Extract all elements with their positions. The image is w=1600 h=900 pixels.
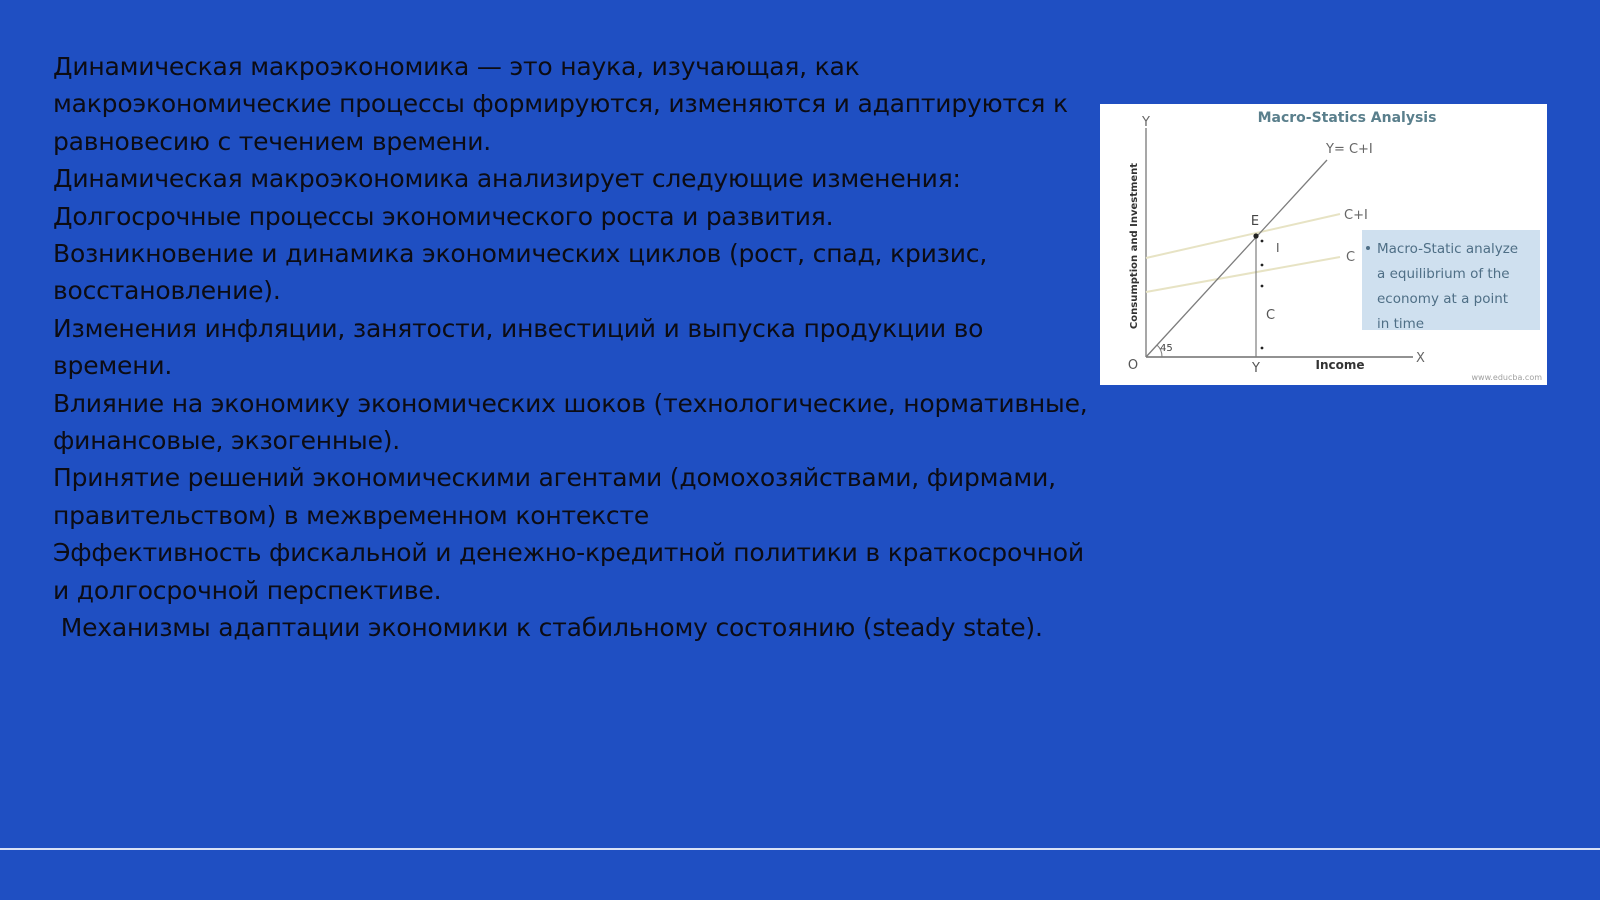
c-line-label: C [1346, 250, 1356, 265]
gap-dot [1261, 264, 1264, 267]
paragraph-growth: Долгосрочные процессы экономического роста и развития. [53, 201, 834, 231]
ci-line-label: C+I [1344, 208, 1368, 223]
paragraph-agents: Принятие решений экономическими агентами (домохозяйствами, фирмами, правительством) в межвременном контексте [53, 463, 1064, 530]
x-axis-letter: X [1416, 351, 1425, 366]
slide-body-text [53, 48, 1096, 647]
callout-line-1: Macro-Static analyze [1377, 241, 1519, 257]
y-axis-letter: Y [1142, 115, 1150, 130]
equilibrium-point [1253, 233, 1258, 238]
paragraph-cycles: Возникновение и динамика экономических циклов (рост, спад, кризис, восстановление). [53, 239, 995, 306]
footer-divider [0, 848, 1600, 850]
gap-dot [1261, 240, 1264, 243]
diagonal-line-label: Y= C+I [1326, 142, 1373, 157]
macro-statics-figure [1100, 104, 1547, 385]
callout-line-4: in time [1377, 316, 1425, 332]
equilibrium-label: E [1250, 214, 1260, 229]
gap-dot [1261, 285, 1264, 288]
y-axis-title: Consumption and Investment [1129, 162, 1140, 330]
paragraph-policy: Эффективность фискальной и денежно-кредитной политики в краткосрочной и долгосрочной перспективе. [53, 538, 1092, 605]
consumption-gap-label: C [1266, 308, 1276, 323]
consumption-line [1146, 257, 1340, 292]
investment-gap-label: I [1276, 241, 1280, 255]
figure-title: Macro-Statics Analysis [1257, 110, 1437, 126]
paragraph-intro-list: Динамическая макроэкономика анализирует следующие изменения: [53, 164, 961, 194]
macro-statics-diagram [1100, 104, 1547, 385]
x-axis-title: Income [1315, 358, 1365, 372]
paragraph-inflation: Изменения инфляции, занятости, инвестиций и выпуска продукции во времени. [53, 313, 992, 381]
callout-bullet [1366, 246, 1370, 250]
paragraph-steady-state: Механизмы адаптации экономики к стабильному состоянию (steady state). [53, 613, 1043, 643]
origin-label: O [1127, 358, 1139, 373]
gap-dot [1261, 347, 1264, 350]
callout-line-3: economy at a point [1377, 291, 1509, 307]
income-tick-label: Y [1252, 361, 1260, 376]
paragraph-shocks: Влияние на экономику экономических шоков (технологические, нормативные, финансовые, экзогенные). [53, 388, 1096, 456]
watermark: www.educba.com [1471, 373, 1542, 382]
income-diagonal-line [1146, 160, 1327, 357]
callout-line-2: a equilibrium of the [1377, 266, 1510, 282]
paragraph-definition: Динамическая макроэкономика — это наука, изучающая, как макроэкономические процессы формируются, изменяются и адаптируются к равновесию с течением времени. [53, 52, 1076, 156]
angle-label: 45 [1160, 343, 1173, 354]
